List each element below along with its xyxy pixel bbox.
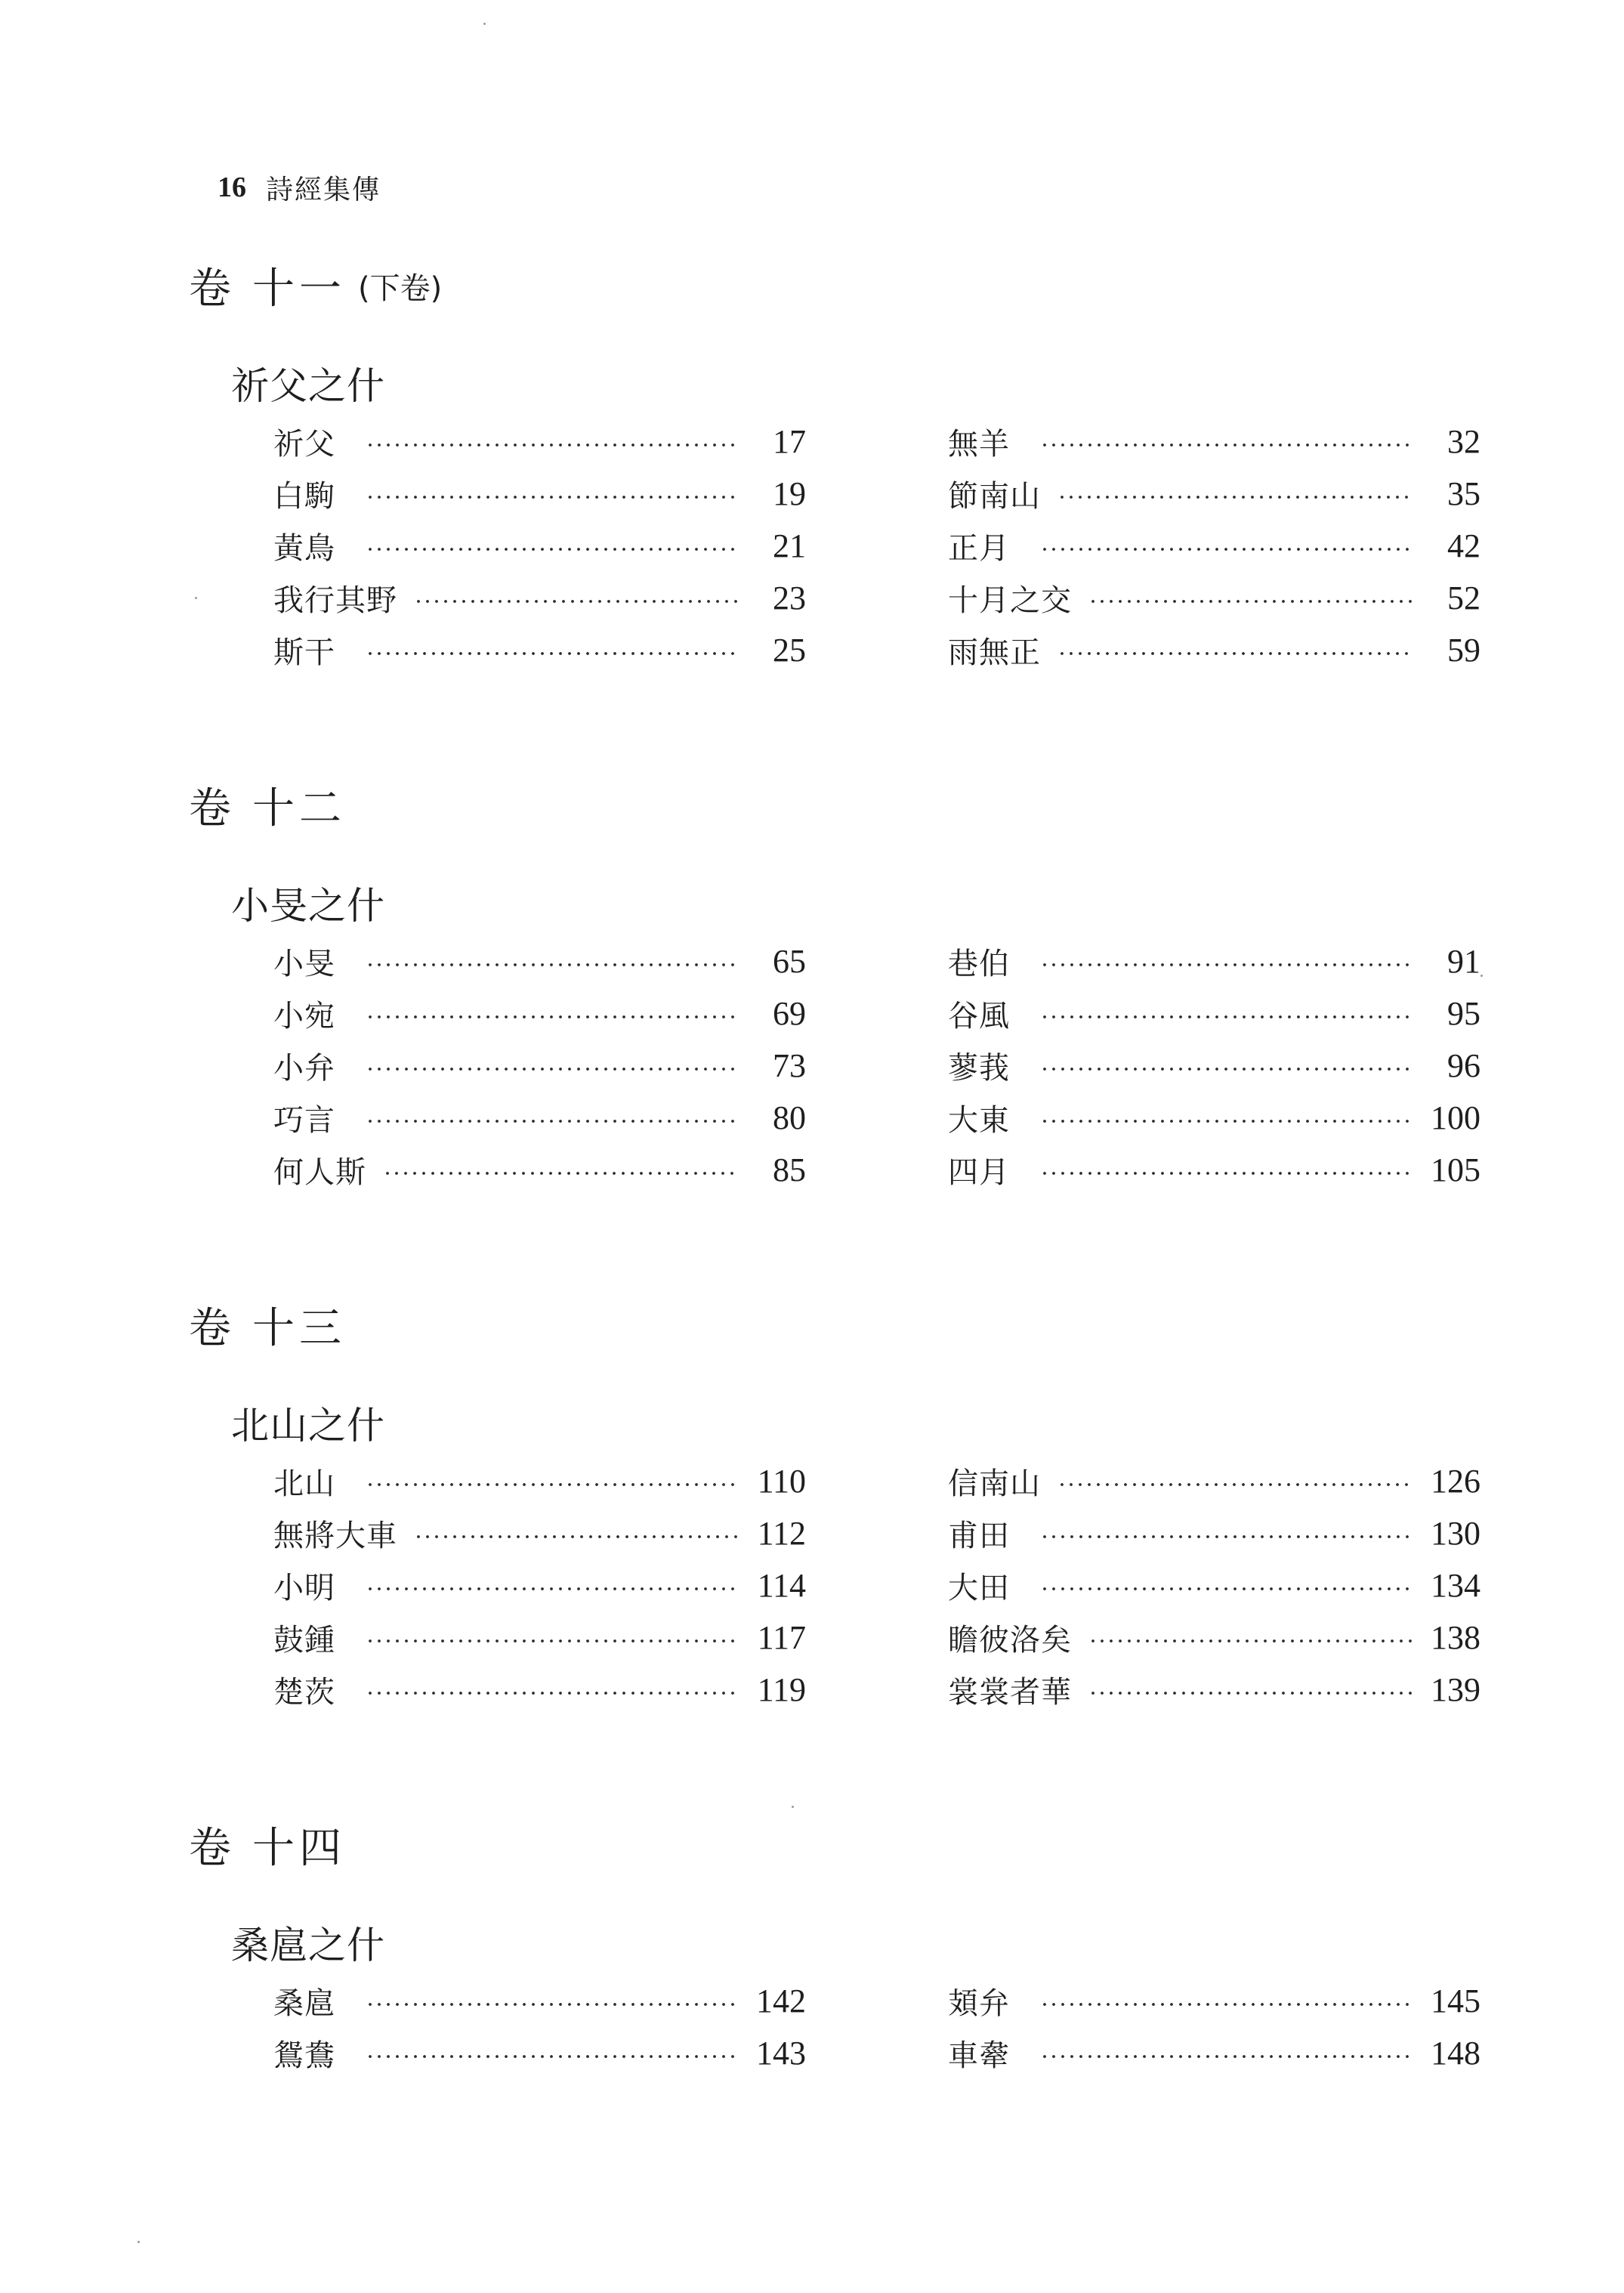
- entry-page-number: 126: [1431, 1463, 1480, 1500]
- volume-heading: [189, 775, 1473, 836]
- toc-entry[interactable]: [273, 1975, 806, 2027]
- entry-title: 鴛鴦: [273, 2038, 335, 2073]
- toc-entry[interactable]: [948, 572, 1480, 624]
- dot-leader: [1040, 963, 1413, 967]
- entry-column-right: [948, 1975, 1480, 2079]
- toc-entry[interactable]: [948, 987, 1480, 1040]
- toc-entry[interactable]: [948, 1507, 1480, 1559]
- entry-page-number: 17: [773, 423, 806, 460]
- entry-page-number: 130: [1431, 1515, 1480, 1552]
- page-number: 16: [218, 172, 246, 203]
- entry-title: 桑扈: [273, 1986, 335, 2021]
- entry-page-number: 110: [757, 1463, 806, 1500]
- volume-heading: [189, 255, 1473, 316]
- entry-page-number: 96: [1447, 1047, 1480, 1084]
- entry-title: 四月: [948, 1155, 1010, 1190]
- dot-leader: [1088, 599, 1413, 604]
- entry-title: 我行其野: [273, 583, 397, 618]
- entry-column-left: [273, 935, 806, 1196]
- dot-leader: [1088, 1639, 1413, 1643]
- toc-entry[interactable]: [273, 1664, 806, 1716]
- dot-leader: [414, 599, 738, 604]
- toc-entry[interactable]: [273, 2027, 806, 2079]
- toc-entry[interactable]: [273, 416, 806, 468]
- toc-entry[interactable]: [948, 1092, 1480, 1144]
- entry-title: 何人斯: [273, 1155, 366, 1190]
- entry-title: 頍弁: [948, 1986, 1010, 2021]
- entry-page-number: 59: [1447, 632, 1480, 669]
- dot-leader: [1040, 1534, 1413, 1539]
- entry-page-number: 42: [1447, 527, 1480, 564]
- entry-page-number: 112: [757, 1515, 806, 1552]
- toc-entry[interactable]: [948, 1144, 1480, 1196]
- entry-column-left: [273, 1455, 806, 1716]
- dot-leader: [383, 1171, 738, 1176]
- dot-leader: [1040, 1171, 1413, 1176]
- entry-title: 小宛: [273, 999, 335, 1034]
- entry-title: 祈父: [273, 427, 335, 462]
- entry-page-number: 32: [1447, 423, 1480, 460]
- entry-column-right: [948, 935, 1480, 1196]
- toc-entry[interactable]: [948, 416, 1480, 468]
- toc-entry[interactable]: [948, 935, 1480, 987]
- entry-title: 信南山: [948, 1466, 1041, 1501]
- entry-column-left: [273, 416, 806, 676]
- entry-page-number: 114: [757, 1567, 806, 1604]
- toc-entry[interactable]: [948, 1040, 1480, 1092]
- toc-entry[interactable]: [273, 1559, 806, 1612]
- dot-leader: [1040, 547, 1413, 552]
- entry-title: 大田: [948, 1571, 1010, 1605]
- volume-number: 十二: [252, 784, 346, 833]
- dot-leader: [366, 2054, 738, 2059]
- dot-leader: [366, 1119, 738, 1123]
- dot-leader: [366, 443, 738, 447]
- entry-page-number: 117: [757, 1619, 806, 1656]
- entry-page-number: 148: [1431, 2035, 1480, 2072]
- entry-title: 大東: [948, 1103, 1010, 1138]
- dot-leader: [1040, 1067, 1413, 1071]
- group-title: 北山之什: [231, 1404, 385, 1448]
- group-title: 桑扈之什: [231, 1924, 385, 1967]
- toc-entry[interactable]: [273, 1507, 806, 1559]
- entry-title: 鼓鍾: [273, 1623, 335, 1658]
- volume-number: 十四: [252, 1824, 346, 1873]
- entry-title: 楚茨: [273, 1675, 335, 1710]
- entry-page-number: 95: [1447, 995, 1480, 1032]
- dot-leader: [366, 495, 738, 499]
- entry-page-number: 134: [1431, 1567, 1480, 1604]
- toc-entry[interactable]: [273, 1092, 806, 1144]
- entry-title: 無羊: [948, 427, 1010, 462]
- entry-page-number: 100: [1431, 1099, 1480, 1136]
- entry-title: 裳裳者華: [948, 1675, 1072, 1710]
- entry-column-right: [948, 1455, 1480, 1716]
- dot-leader: [1040, 443, 1413, 447]
- volume-heading: [189, 1295, 1473, 1355]
- volume-number: 十三: [252, 1304, 346, 1353]
- entry-page-number: 142: [756, 1982, 806, 2020]
- entry-column-right: [948, 416, 1480, 676]
- entry-title: 瞻彼洛矣: [948, 1623, 1072, 1658]
- entry-page-number: 52: [1447, 579, 1480, 617]
- toc-entry[interactable]: [948, 624, 1480, 676]
- entry-page-number: 91: [1447, 943, 1480, 980]
- entry-title: 小弁: [273, 1051, 335, 1086]
- entry-title: 北山: [273, 1466, 335, 1501]
- entry-page-number: 35: [1447, 475, 1480, 512]
- toc-entry[interactable]: [948, 2027, 1480, 2079]
- scan-speck: [137, 2241, 140, 2243]
- dot-leader: [366, 547, 738, 552]
- volume-section: [189, 1815, 1480, 2073]
- volume-section: [189, 775, 1480, 1190]
- dot-leader: [414, 1534, 738, 1539]
- entry-title: 甫田: [948, 1519, 1010, 1553]
- volume-section: [189, 1295, 1480, 1710]
- entry-title: 巧言: [273, 1103, 335, 1138]
- dot-leader: [366, 1015, 738, 1019]
- dot-leader: [1040, 1015, 1413, 1019]
- toc-entry[interactable]: [273, 1040, 806, 1092]
- entry-page-number: 21: [773, 527, 806, 564]
- dot-leader: [1040, 1587, 1413, 1591]
- running-head: [218, 168, 381, 207]
- entry-title: 斯干: [273, 635, 335, 670]
- dot-leader: [366, 1639, 738, 1643]
- entry-page-number: 139: [1431, 1671, 1480, 1708]
- dot-leader: [1057, 1482, 1413, 1487]
- dot-leader: [366, 1067, 738, 1071]
- scan-speck: [1480, 975, 1483, 977]
- toc-entry[interactable]: [948, 1664, 1480, 1716]
- entry-title: 小旻: [273, 947, 335, 981]
- group-title: 小旻之什: [231, 884, 385, 928]
- entry-title: 黃鳥: [273, 531, 335, 566]
- entry-column-left: [273, 1975, 806, 2079]
- volume-heading: [189, 1815, 1473, 1875]
- entry-page-number: 119: [757, 1671, 806, 1708]
- entry-title: 雨無正: [948, 635, 1041, 670]
- entry-title: 小明: [273, 1571, 335, 1605]
- dot-leader: [366, 1482, 738, 1487]
- toc-entry[interactable]: [273, 572, 806, 624]
- volume-label: 卷: [189, 1824, 231, 1873]
- dot-leader: [366, 651, 738, 656]
- entry-page-number: 25: [773, 632, 806, 669]
- entry-page-number: 138: [1431, 1619, 1480, 1656]
- dot-leader: [1088, 1691, 1413, 1695]
- toc-entry[interactable]: [273, 520, 806, 572]
- dot-leader: [366, 963, 738, 967]
- entry-title: 蓼莪: [948, 1051, 1010, 1086]
- entry-page-number: 143: [756, 2035, 806, 2072]
- entry-page-number: 65: [773, 943, 806, 980]
- entry-title: 谷風: [948, 999, 1010, 1034]
- entry-page-number: 105: [1431, 1151, 1480, 1188]
- toc-entry[interactable]: [948, 1612, 1480, 1664]
- dot-leader: [1040, 2002, 1413, 2007]
- toc-entry[interactable]: [273, 935, 806, 987]
- scan-speck: [792, 1806, 794, 1808]
- book-title: 詩經集傳: [266, 174, 381, 206]
- volume-note: (下卷): [358, 270, 443, 306]
- entry-title: 節南山: [948, 479, 1041, 514]
- entry-title: 無將大車: [273, 1519, 397, 1553]
- toc-entry[interactable]: [948, 1455, 1480, 1507]
- entry-page-number: 145: [1431, 1982, 1480, 2020]
- entry-title: 車舝: [948, 2038, 1010, 2073]
- volume-section: [189, 255, 1480, 670]
- toc-entry[interactable]: [273, 987, 806, 1040]
- toc-entry[interactable]: [948, 520, 1480, 572]
- toc-entry[interactable]: [273, 624, 806, 676]
- volume-label: 卷: [189, 784, 231, 833]
- scan-speck: [195, 597, 197, 599]
- dot-leader: [1057, 651, 1413, 656]
- entry-page-number: 73: [773, 1047, 806, 1084]
- dot-leader: [366, 1691, 738, 1695]
- entry-title: 白駒: [273, 479, 335, 514]
- dot-leader: [1040, 1119, 1413, 1123]
- entry-page-number: 23: [773, 579, 806, 617]
- toc-entry[interactable]: [273, 1612, 806, 1664]
- entry-title: 巷伯: [948, 947, 1010, 981]
- group-title: 祈父之什: [231, 364, 385, 408]
- scan-speck: [483, 23, 486, 25]
- entry-title: 正月: [948, 531, 1010, 566]
- dot-leader: [1040, 2054, 1413, 2059]
- entry-page-number: 85: [773, 1151, 806, 1188]
- dot-leader: [366, 1587, 738, 1591]
- entry-page-number: 80: [773, 1099, 806, 1136]
- volume-label: 卷: [189, 264, 231, 314]
- toc-entry[interactable]: [273, 1455, 806, 1507]
- entry-page-number: 19: [773, 475, 806, 512]
- toc-entry[interactable]: [273, 1144, 806, 1196]
- entry-title: 十月之交: [948, 583, 1072, 618]
- entry-page-number: 69: [773, 995, 806, 1032]
- toc-entry[interactable]: [948, 468, 1480, 520]
- toc-entry[interactable]: [948, 1559, 1480, 1612]
- dot-leader: [366, 2002, 738, 2007]
- toc-entry[interactable]: [273, 468, 806, 520]
- dot-leader: [1057, 495, 1413, 499]
- volume-label: 卷: [189, 1304, 231, 1353]
- volume-number: 十一: [252, 264, 346, 314]
- toc-entry[interactable]: [948, 1975, 1480, 2027]
